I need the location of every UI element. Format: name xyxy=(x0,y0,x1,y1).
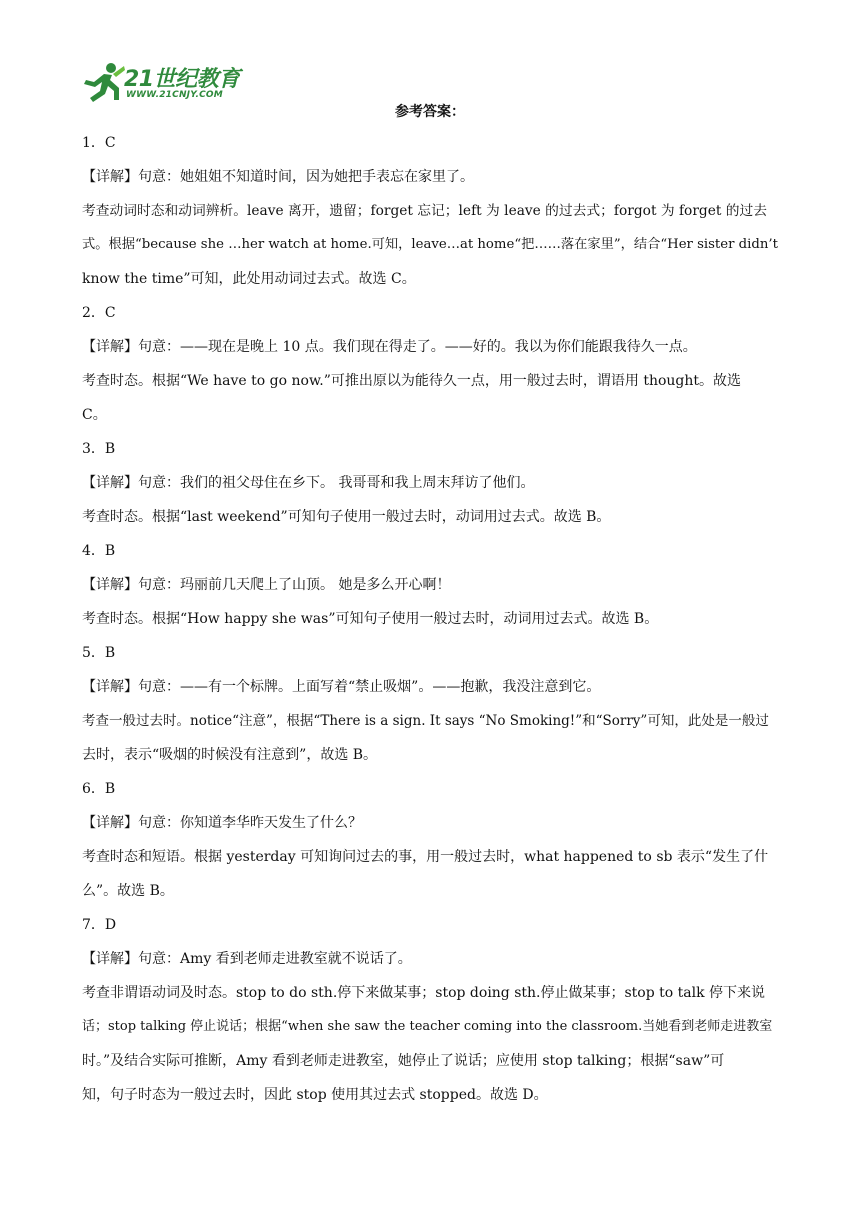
answer-header: 7．D xyxy=(82,917,117,933)
explanation-line: 考查动词时态和动词辨析。leave 离开，遗留；forget 忘记；left 为 leave 的过去式；forgot 为 forget 的过去 xyxy=(82,203,767,219)
explanation-line: 考查时态和短语。根据 yesterday 可知询问过去的事，用一般过去时，what happened to sb 表示“发生了什 xyxy=(82,849,769,865)
answer-header: 6．B xyxy=(82,781,116,797)
explanation-line: 时。”及结合实际可推断，Amy 看到老师走进教室，她停止了说话；应使用 stop talking；根据“saw”可 xyxy=(82,1053,725,1069)
explanation-line: 【详解】句意：玛丽前几天爬上了山顶。 她是多么开心啊！ xyxy=(82,577,451,593)
answer-header: 5．B xyxy=(82,645,116,661)
answer-header: 1．C xyxy=(82,135,116,151)
page-title: 参考答案： xyxy=(395,104,465,120)
explanation-line: 【详解】句意：她姐姐不知道时间，因为她把手表忘在家里了。 xyxy=(82,169,474,185)
explanation-line: 【详解】句意：你知道李华昨天发生了什么？ xyxy=(82,815,362,831)
explanation-line: 考查时态。根据“last weekend”可知句子使用一般过去时，动词用过去式。故选 B。 xyxy=(82,509,611,525)
logo-url-text: WWW.21CNJY.COM xyxy=(126,90,223,100)
explanation-line: C。 xyxy=(82,407,107,423)
answer-item-1 xyxy=(82,126,778,296)
answer-list xyxy=(82,126,778,1112)
explanation-line: 考查一般过去时。notice“注意”，根据“There is a sign. It says “No Smoking!”和“Sorry”可知，此处是一般过 xyxy=(82,713,769,729)
explanation-line: 【详解】句意：——有一个标牌。上面写着“禁止吸烟”。——抱歉，我没注意到它。 xyxy=(82,679,601,695)
explanation-line: 【详解】句意：我们的祖父母住在乡下。 我哥哥和我上周末拜访了他们。 xyxy=(82,475,535,491)
explanation-line: 【详解】句意：Amy 看到老师走进教室就不说话了。 xyxy=(82,951,412,967)
explanation-line: 么”。故选 B。 xyxy=(82,883,174,899)
explanation-line: know the time”可知，此处用动词过去式。故选 C。 xyxy=(82,271,416,287)
explanation-line: 考查时态。根据“We have to go now.”可推出原以为能待久一点，用一般过去时，谓语用 thought。故选 xyxy=(82,373,742,389)
answer-item-7 xyxy=(82,908,778,1112)
explanation-line: 知，句子时态为一般过去时，因此 stop 使用其过去式 stopped。故选 D。 xyxy=(82,1087,548,1103)
answer-item-4 xyxy=(82,534,778,636)
answer-item-3 xyxy=(82,432,778,534)
answer-item-5 xyxy=(82,636,778,772)
explanation-line: 式。根据“because she …her watch at home.可知，leave…at home“把……落在家里”，结合“Her sister didn’t xyxy=(82,237,778,252)
explanation-line: 话；stop talking 停止说话；根据“when she saw the teacher coming into the classroom.当她看到老师走进教室 xyxy=(82,1019,773,1034)
explanation-line: 考查非谓语动词及时态。stop to do sth.停下来做某事；stop doing sth.停止做某事；stop to talk 停下来说 xyxy=(82,985,766,1001)
answer-header: 2．C xyxy=(82,305,116,321)
answer-header: 3．B xyxy=(82,441,116,457)
explanation-line: 考查时态。根据“How happy she was”可知句子使用一般过去时，动词用过去式。故选 B。 xyxy=(82,611,659,627)
explanation-line: 【详解】句意：——现在是晚上 10 点。我们现在得走了。——好的。我以为你们能跟我待久一点。 xyxy=(82,339,697,355)
site-logo xyxy=(80,60,250,106)
answer-item-6 xyxy=(82,772,778,908)
explanation-line: 去时，表示“吸烟的时候没有注意到”，故选 B。 xyxy=(82,747,378,763)
answer-item-2 xyxy=(82,296,778,432)
logo-brand-text: 21世纪教育 xyxy=(124,67,240,92)
answer-header: 4．B xyxy=(82,543,116,559)
runner-icon xyxy=(80,60,126,104)
